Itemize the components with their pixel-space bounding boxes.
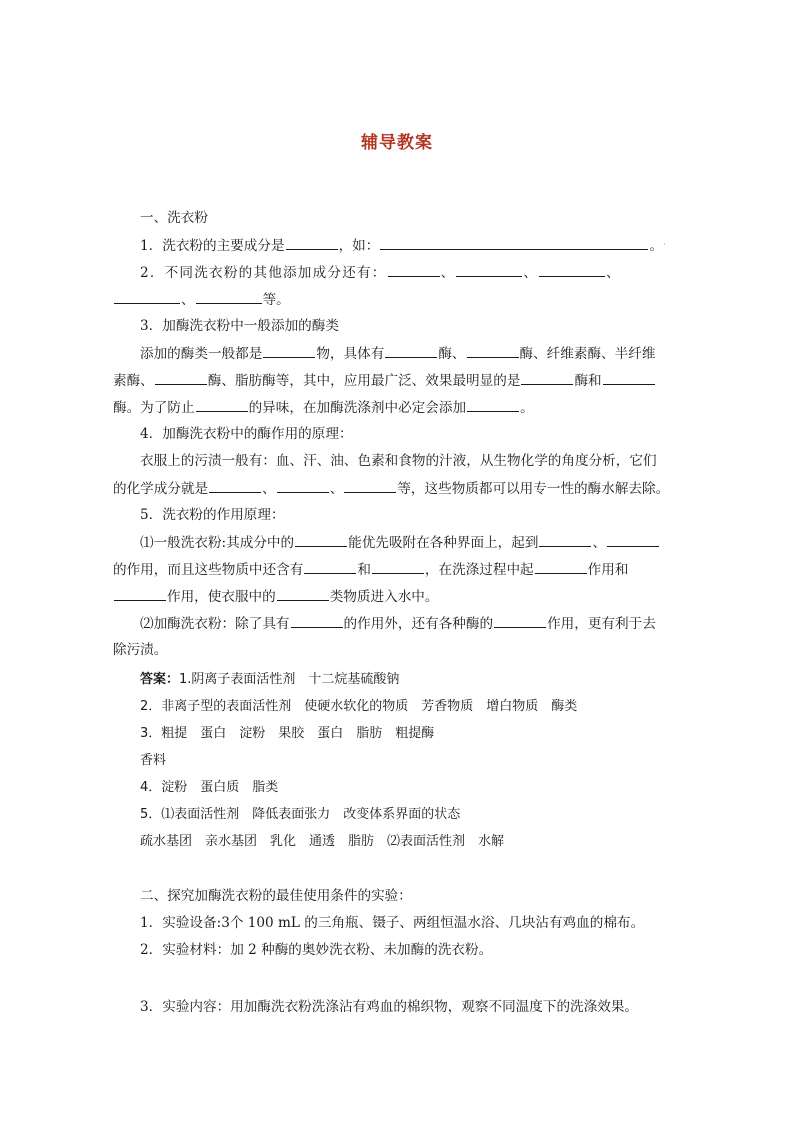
answer-line: 疏水基团 亲水基团 乳化 通透 脂肪 ⑵表面活性剂 水解	[140, 834, 505, 849]
answer-blank[interactable]	[114, 586, 166, 601]
answer-blank[interactable]	[603, 370, 655, 385]
answer-blank[interactable]	[372, 559, 424, 574]
answer-blank[interactable]	[304, 559, 356, 574]
answer-line: 答案：1.阴离子表面活性剂 十二烷基硫酸钠	[140, 672, 400, 687]
section-heading: 二、探究加酶洗衣粉的最佳使用条件的实验：	[140, 888, 412, 904]
answer-blank[interactable]	[539, 532, 591, 547]
paragraph-line: 除污渍。	[113, 642, 168, 658]
question-line: 作用，使衣服中的 类物质进入水中。	[113, 586, 683, 607]
answer-blank[interactable]	[494, 613, 546, 628]
answer-blank[interactable]	[209, 478, 261, 493]
answer-blank[interactable]	[607, 532, 659, 547]
paragraph-line: 1．实验设备:3个 100 mL 的三角瓶、镊子、两组恒温水浴、几块沾有鸡血的棉布。	[140, 915, 645, 931]
page-title: 辅导教案	[361, 133, 433, 153]
answer-blank[interactable]	[295, 532, 347, 547]
dot-mark: ·	[663, 240, 666, 250]
answer-blank[interactable]	[521, 370, 573, 385]
answer-blank[interactable]	[467, 397, 519, 412]
question-line: 2．不同洗衣粉的其他添加成分还有： 、 、 、	[140, 262, 685, 283]
answer-label: 答案：	[140, 672, 180, 687]
answer-blank[interactable]	[344, 478, 396, 493]
paragraph-line: 3．实验内容：用加酶洗衣粉洗涤沾有鸡血的棉织物，观察不同温度下的洗涤效果。	[140, 999, 639, 1015]
question-line: 添加的酶类一般都是 物，具体有 酶、 酶、纤维素酶、半纤维	[140, 343, 685, 364]
answer-blank[interactable]	[535, 559, 587, 574]
answer-blank[interactable]	[388, 262, 440, 277]
answer-blank[interactable]	[114, 289, 180, 304]
question-line: ⑴一般洗衣粉:其成分中的 能优先吸附在各种界面上，起到 、	[140, 532, 685, 553]
question-line: 的化学成分就是 、 、 等，这些物质都可以用专一性的酶水解去除。	[113, 478, 683, 499]
answer-line: 2．非离子型的表面活性剂 使硬水软化的物质 芳香物质 增白物质 酶类	[140, 699, 578, 714]
question-heading: 3．加酶洗衣粉中一般添加的酶类	[140, 318, 339, 334]
answer-blank[interactable]	[286, 235, 338, 250]
answer-blank[interactable]	[196, 397, 248, 412]
question-heading: 5．洗衣粉的作用原理：	[140, 507, 285, 523]
paragraph-line: 衣服上的污渍一般有：血、汗、油、色素和食物的汁液，从生物化学的角度分析，它们	[140, 453, 657, 469]
answer-blank[interactable]	[196, 289, 262, 304]
question-line: 素酶、 酶、脂肪酶等，其中，应用最广泛、效果最明显的是 酶和	[113, 370, 683, 391]
question-line: 、 等。	[113, 289, 683, 310]
answer-line: 4．淀粉 蛋白质 脂类	[140, 780, 279, 795]
question-line: ⑵加酶洗衣粉：除了具有 的作用外，还有各种酶的 作用，更有利于去	[140, 613, 685, 634]
answer-blank[interactable]	[467, 343, 519, 358]
answer-blank[interactable]	[263, 343, 315, 358]
answer-blank[interactable]	[385, 343, 437, 358]
answer-blank[interactable]	[277, 586, 329, 601]
answer-blank[interactable]	[291, 613, 343, 628]
answer-line: 5．⑴表面活性剂 降低表面张力 改变体系界面的状态	[140, 807, 461, 822]
question-heading: 4．加酶洗衣粉中的酶作用的原理：	[140, 426, 353, 442]
question-line: 1．洗衣粉的主要成分是 ，如： 。	[140, 235, 685, 256]
answer-blank[interactable]	[155, 370, 207, 385]
answer-line: 香料	[140, 753, 167, 768]
section-heading: 一、洗衣粉	[140, 210, 208, 226]
question-line: 酶。为了防止 的异味，在加酶洗涤剂中必定会添加 。	[113, 397, 683, 418]
answer-blank[interactable]	[277, 478, 329, 493]
question-line: 的作用，而且这些物质中还含有 和 ，在洗涤过程中起 作用和	[113, 559, 683, 580]
paragraph-line: 2．实验材料：加 2 种酶的奥妙洗衣粉、未加酶的洗衣粉。	[140, 942, 493, 958]
answer-blank[interactable]	[456, 262, 522, 277]
answer-line: 3．粗提 蛋白 淀粉 果胶 蛋白 脂肪 粗提酶	[140, 726, 435, 741]
answer-blank[interactable]	[539, 262, 605, 277]
answer-blank[interactable]	[380, 235, 648, 250]
